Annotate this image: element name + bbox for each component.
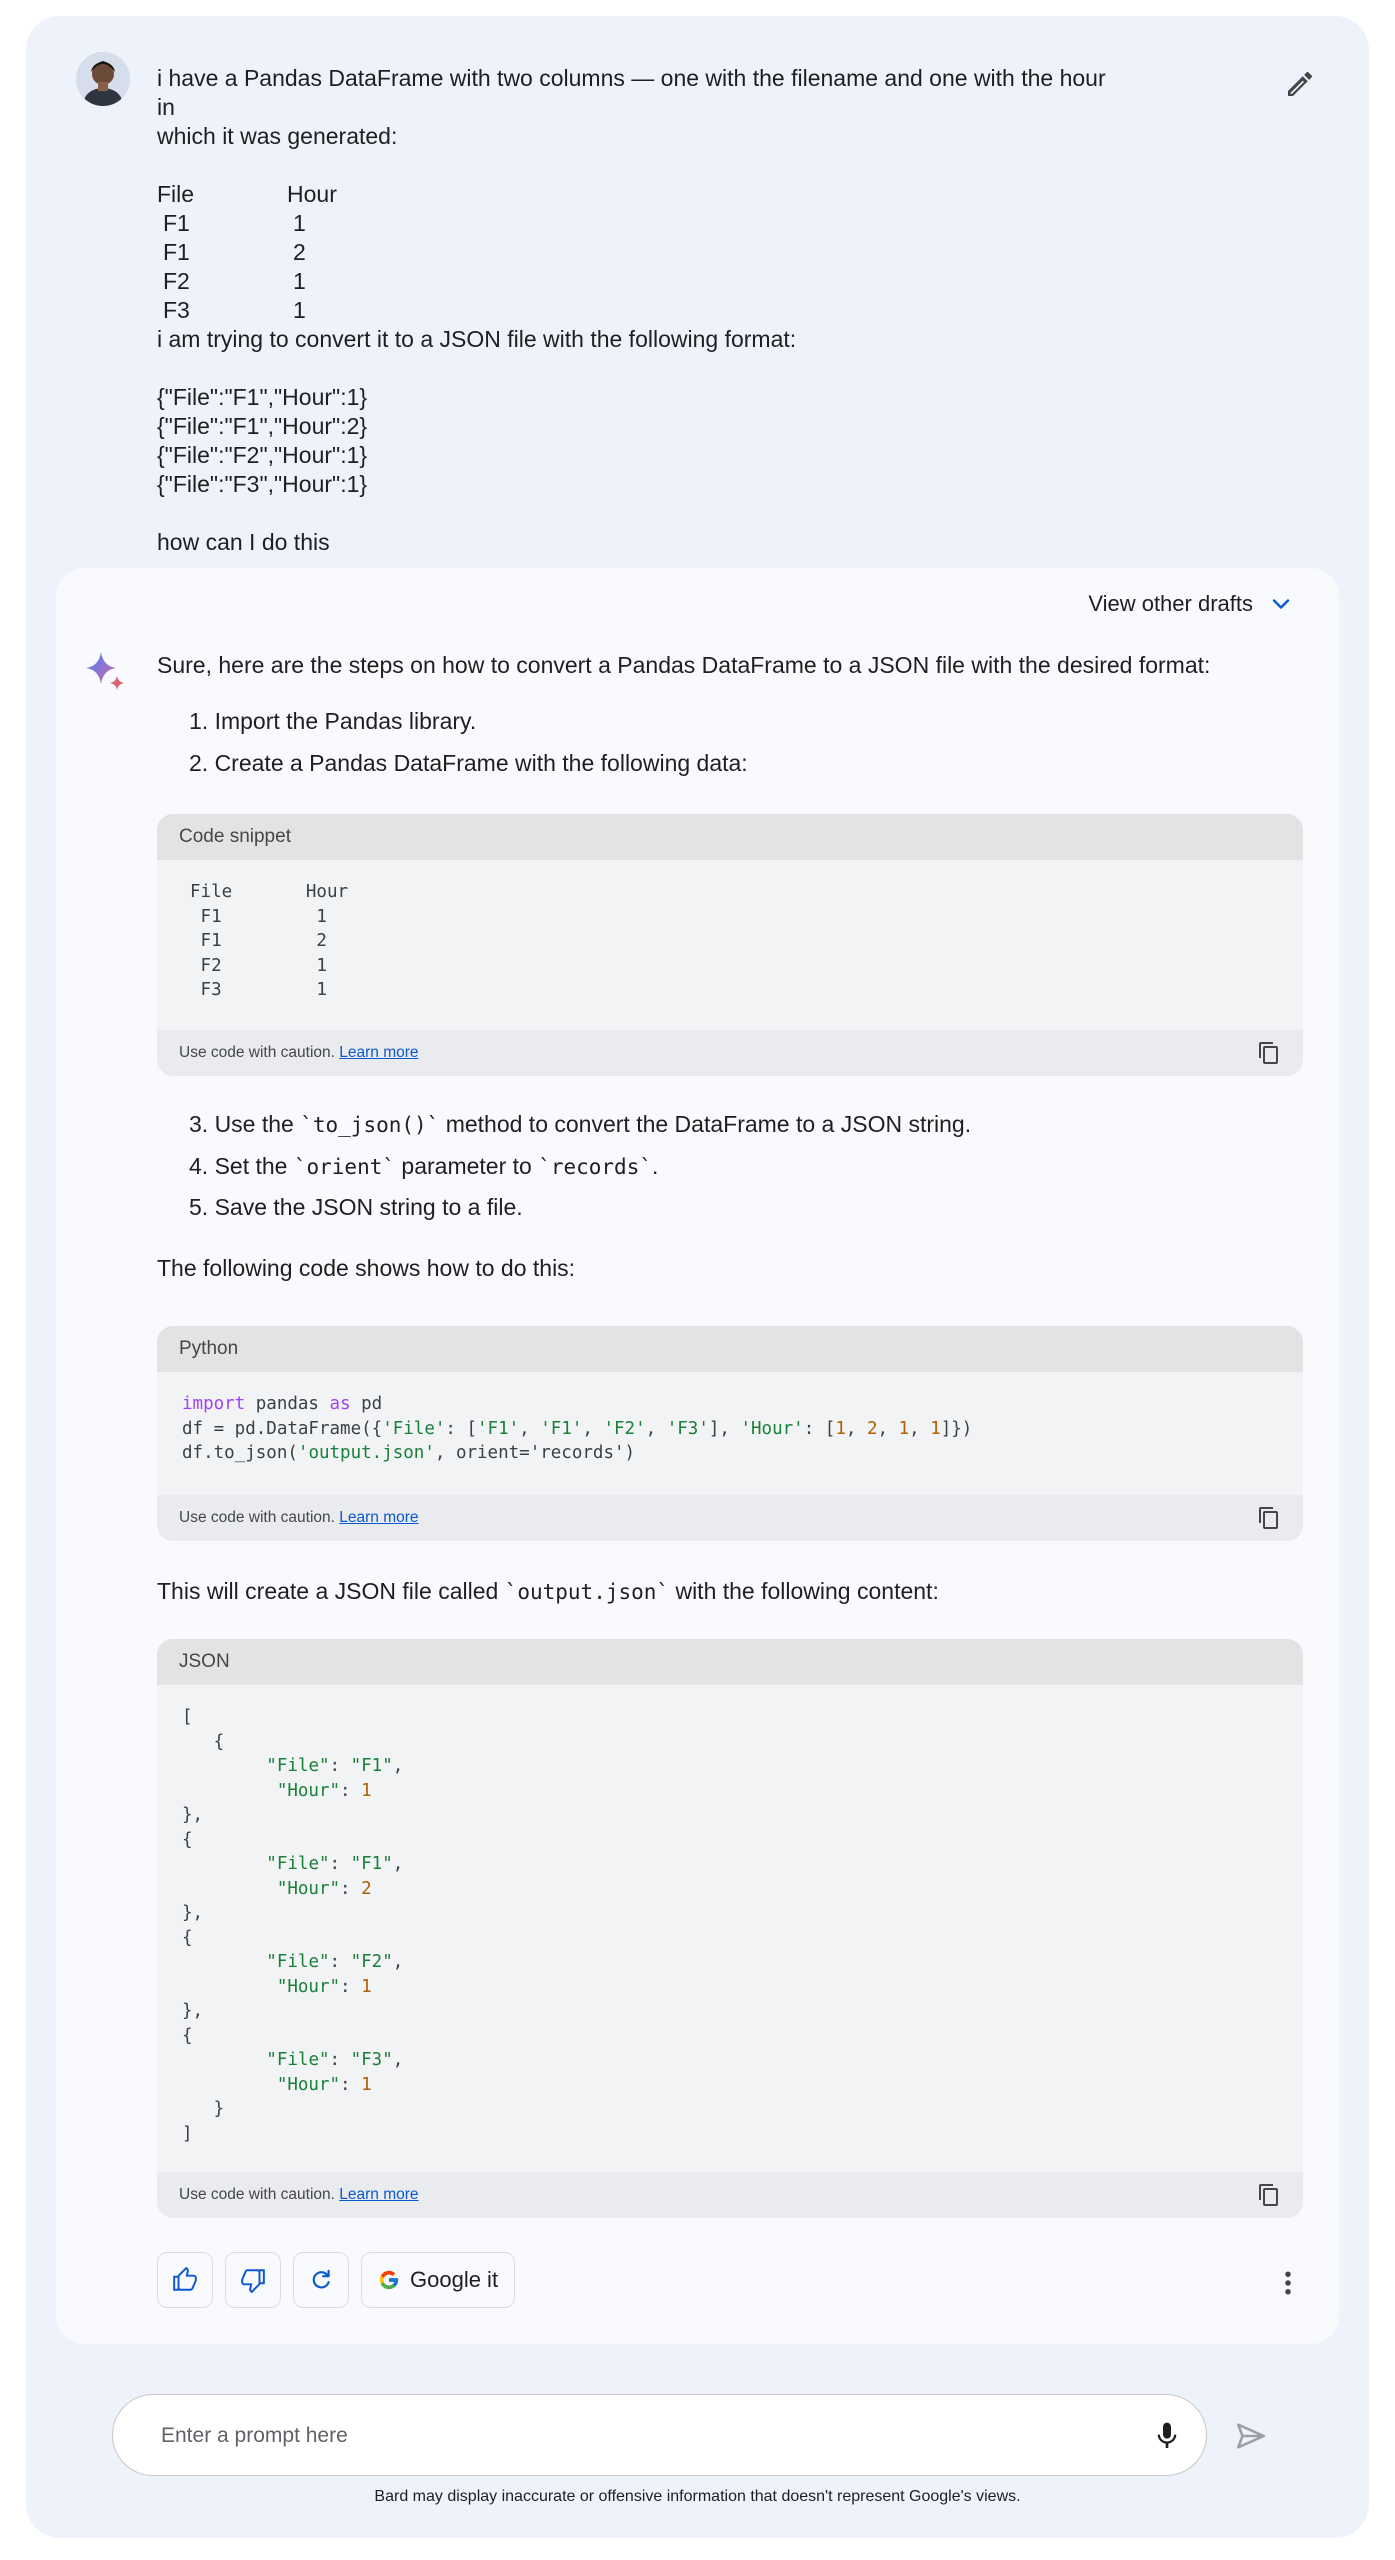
json-line: {"File":"F1","Hour":1} bbox=[157, 384, 368, 410]
response-intro: Sure, here are the steps on how to convert a Pandas DataFrame to a JSON file with the desired format: bbox=[157, 652, 1211, 678]
edit-prompt-button[interactable] bbox=[1280, 64, 1320, 104]
code-language-label: Code snippet bbox=[157, 814, 1303, 860]
mic-icon[interactable] bbox=[1151, 2419, 1183, 2453]
step-1: 1. Import the Pandas library. bbox=[189, 708, 477, 734]
will-text: This will create a JSON file called bbox=[157, 1578, 505, 1604]
copy-icon[interactable] bbox=[1257, 1041, 1281, 1065]
google-g-icon bbox=[378, 2269, 400, 2291]
table-cell: F2 bbox=[163, 268, 190, 294]
code-snippet-content: File Hour F1 1 F1 2 F2 1 F3 1 bbox=[190, 882, 349, 1000]
caution-text: Use code with caution. bbox=[179, 1044, 335, 1061]
table-cell: F3 bbox=[163, 297, 190, 323]
step-4-text: 4. Set the bbox=[189, 1153, 294, 1179]
step-5: 5. Save the JSON string to a file. bbox=[189, 1194, 523, 1220]
chevron-down-icon bbox=[1269, 592, 1293, 616]
inline-code: `records` bbox=[538, 1155, 652, 1179]
table-cell: 1 bbox=[293, 268, 306, 294]
json-line: {"File":"F1","Hour":2} bbox=[157, 413, 368, 439]
code-caution-footer bbox=[157, 1030, 1303, 1076]
user-line: i have a Pandas DataFrame with two columns — one with the filename and one with the hour in bbox=[157, 65, 1106, 120]
disclaimer: Bard may display inaccurate or offensive information that doesn't represent Google's views. bbox=[374, 2488, 1021, 2505]
step-4 bbox=[189, 1151, 658, 1182]
step-2: 2. Create a Pandas DataFrame with the following data: bbox=[189, 750, 748, 776]
google-it-button[interactable] bbox=[361, 2252, 515, 2308]
json-code-block bbox=[157, 1639, 1303, 2218]
copy-icon[interactable] bbox=[1257, 1506, 1281, 1530]
pencil-icon bbox=[1284, 68, 1316, 100]
code-language-label: Python bbox=[157, 1326, 1303, 1372]
step-4-text: parameter to bbox=[395, 1153, 539, 1179]
table-row bbox=[157, 209, 1107, 238]
thumbs-down-button[interactable] bbox=[225, 2252, 281, 2308]
code-language-label: JSON bbox=[157, 1639, 1303, 1685]
thumbs-up-button[interactable] bbox=[157, 2252, 213, 2308]
will-create-text bbox=[157, 1576, 939, 1607]
table-row bbox=[157, 238, 1107, 267]
regenerate-icon bbox=[308, 2267, 334, 2293]
response-actions bbox=[157, 2252, 515, 2308]
code-caution-footer bbox=[157, 1495, 1303, 1541]
prompt-input[interactable] bbox=[161, 2415, 1061, 2457]
json-line: {"File":"F2","Hour":1} bbox=[157, 442, 368, 468]
more-vert-icon[interactable] bbox=[1273, 2268, 1303, 2298]
will-text: with the following content: bbox=[669, 1578, 939, 1604]
user-prompt-text bbox=[157, 64, 1107, 557]
json-code-content: [ { "File": "F1", "Hour": 1 }, { "File": "F1", "Hour": 2 }, { "File": "F2", "Hour": 1 }, { "File": "F3", "Hour": 1 } ] bbox=[182, 1707, 404, 2144]
inline-code: `orient` bbox=[293, 1155, 396, 1179]
step-3 bbox=[189, 1109, 971, 1140]
code-caution-footer bbox=[157, 2172, 1303, 2218]
table-cell: 1 bbox=[293, 210, 306, 236]
code-snippet-block bbox=[157, 814, 1303, 1076]
table-header: Hour bbox=[287, 181, 337, 207]
inline-code: `output.json` bbox=[504, 1580, 670, 1604]
regenerate-button[interactable] bbox=[293, 2252, 349, 2308]
copy-icon[interactable] bbox=[1257, 2183, 1281, 2207]
prompt-bar bbox=[112, 2394, 1207, 2476]
table-header: File bbox=[157, 181, 195, 207]
view-other-drafts-button[interactable] bbox=[1088, 586, 1293, 622]
following-text: The following code shows how to do this: bbox=[157, 1255, 576, 1281]
user-line: i am trying to convert it to a JSON file with the following format: bbox=[157, 326, 797, 352]
table-cell: 2 bbox=[293, 239, 306, 265]
step-3-text: 3. Use the bbox=[189, 1111, 301, 1137]
google-it-label: Google it bbox=[410, 2267, 499, 2292]
step-4-text: . bbox=[652, 1153, 659, 1179]
user-question: how can I do this bbox=[157, 529, 330, 555]
table-row bbox=[157, 296, 1107, 325]
table-header-row bbox=[157, 180, 1107, 209]
step-3-text: method to convert the DataFrame to a JSON string. bbox=[439, 1111, 972, 1137]
json-line: {"File":"F3","Hour":1} bbox=[157, 471, 368, 497]
send-icon[interactable] bbox=[1234, 2419, 1268, 2453]
inline-code: `to_json()` bbox=[300, 1113, 440, 1137]
user-avatar bbox=[76, 52, 130, 106]
user-line: which it was generated: bbox=[157, 123, 398, 149]
table-cell: 1 bbox=[293, 297, 306, 323]
drafts-label: View other drafts bbox=[1088, 591, 1253, 616]
thumbs-down-icon bbox=[240, 2267, 266, 2293]
thumbs-up-icon bbox=[172, 2267, 198, 2293]
response-card bbox=[56, 568, 1339, 2344]
table-row bbox=[157, 267, 1107, 296]
table-cell: F1 bbox=[163, 239, 190, 265]
caution-text: Use code with caution. bbox=[179, 2186, 335, 2203]
caution-text: Use code with caution. bbox=[179, 1509, 335, 1526]
python-code-content: import pandas as pd df = pd.DataFrame({'File': ['F1', 'F1', 'F2', 'F3'], 'Hour': [1, 2, 1, 1]}) df.to_json('output.json', orient='records') bbox=[182, 1394, 973, 1463]
learn-more-link[interactable]: Learn more bbox=[339, 1044, 419, 1061]
learn-more-link[interactable]: Learn more bbox=[339, 1509, 419, 1526]
table-cell: F1 bbox=[163, 210, 190, 236]
learn-more-link[interactable]: Learn more bbox=[339, 2186, 419, 2203]
bard-sparkle-icon bbox=[84, 650, 126, 692]
python-code-block bbox=[157, 1326, 1303, 1541]
